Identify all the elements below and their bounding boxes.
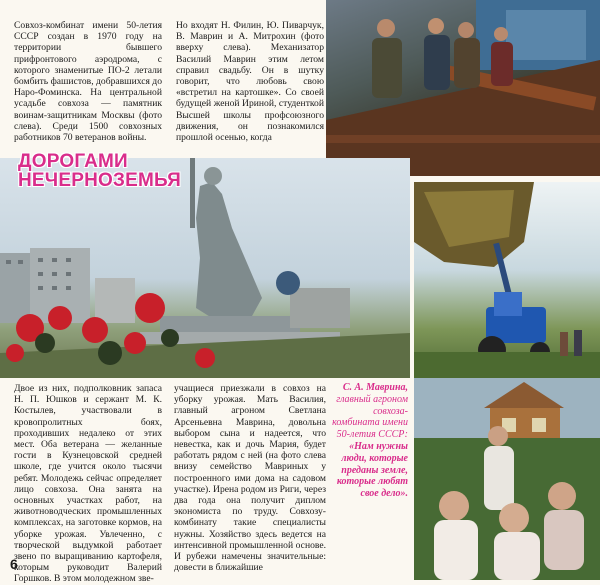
headline-line-1: ДОРОГАМИ <box>18 151 128 172</box>
page-number: 6 <box>10 556 18 572</box>
body-text-col2-top: Но входят Н. Филин, Ю. Пиварчук, В. Маврин и А. Митрохин (фото вверху слева). Механизатор Василий Маврин этим летом справил свадьбу. Он в шутку говорит, что любовь свою «встретил на картошке». Со своей будущей женой Ириной, студенткой Высшей школы профсоюзного движения, он познакомился прошлой осенью, когда <box>176 20 324 144</box>
photo-mechanics-illustration <box>326 0 600 176</box>
photo-tractor-hay <box>414 182 600 378</box>
photo-caption-quote <box>330 382 408 500</box>
photo-monument <box>0 158 410 378</box>
photo-mavrin-family <box>414 378 600 580</box>
caption-title: главный агроном совхоза-комбината имени 50-летия СССР: <box>332 393 408 441</box>
body-text-col1-top: Совхоз-комбинат имени 50-летия СССР создан в 1970 году на территории бывшего прифронтового аэродрома, с которого знаменитые ПО-2 летали бомбить фашистов, добравшихся до Наро-Фоминска. На центральной усадьбе совхоза — памятник воинам-защитникам Москвы (фото слева). Среди 1500 совхозных работников 70 ветеранов войны. <box>14 20 162 144</box>
body-text-col2-bottom: учащиеся приезжали в совхоз на уборку урожая. Мать Василия, главный агроном Светлана Арсеньевна Маврина, довольна выбором сына и надеется, что невестка, как и дочь Мария, будет работать рядом с ней (на фото слева внизу семейство Мавриных у построенного ими дома на садовом участке). Ирена родом из Риги, через два года она получит диплом экономиста по труду. Совхозу-комбинату такие специалисты нужны. Хозяйство здесь ведется на интенсивной промышленной основе. И рубежи намечены значительные: довести в ближайшие <box>174 383 326 574</box>
photo-mavrin-family-illustration <box>414 378 600 580</box>
body-text-col1-bottom: Двое из них, подполковник запаса Н. П. Юшков и сержант М. К. Костылев, участвовали в кровопролитных боях, проходивших недалеко от этих мест. Оба ветерана — желанные гости в Кузнецовской средней школе, где учится около тысячи ребят. Молодежь сейчас определяет лицо совхоза. Она занята на основных участках работ, на животноводческих промышленных комплексах, на заготовке кормов, на уборке урожая. Увлеченно, с творческой выдумкой работает звено по выращиванию картофеля, которым руководит Валерий Горшков. В этом молодежном зве- <box>14 383 162 585</box>
article-headline <box>18 152 181 190</box>
photo-mechanics <box>326 0 600 176</box>
photo-monument-illustration <box>0 158 410 378</box>
photo-tractor-hay-illustration <box>414 182 600 378</box>
caption-quote-text: «Нам нужны люди, которые преданы земле, которые любят свое дело». <box>336 440 408 500</box>
headline-line-2: НЕЧЕРНОЗЕМЬЯ <box>18 170 181 191</box>
caption-name: С. А. Маврина, <box>342 382 408 393</box>
